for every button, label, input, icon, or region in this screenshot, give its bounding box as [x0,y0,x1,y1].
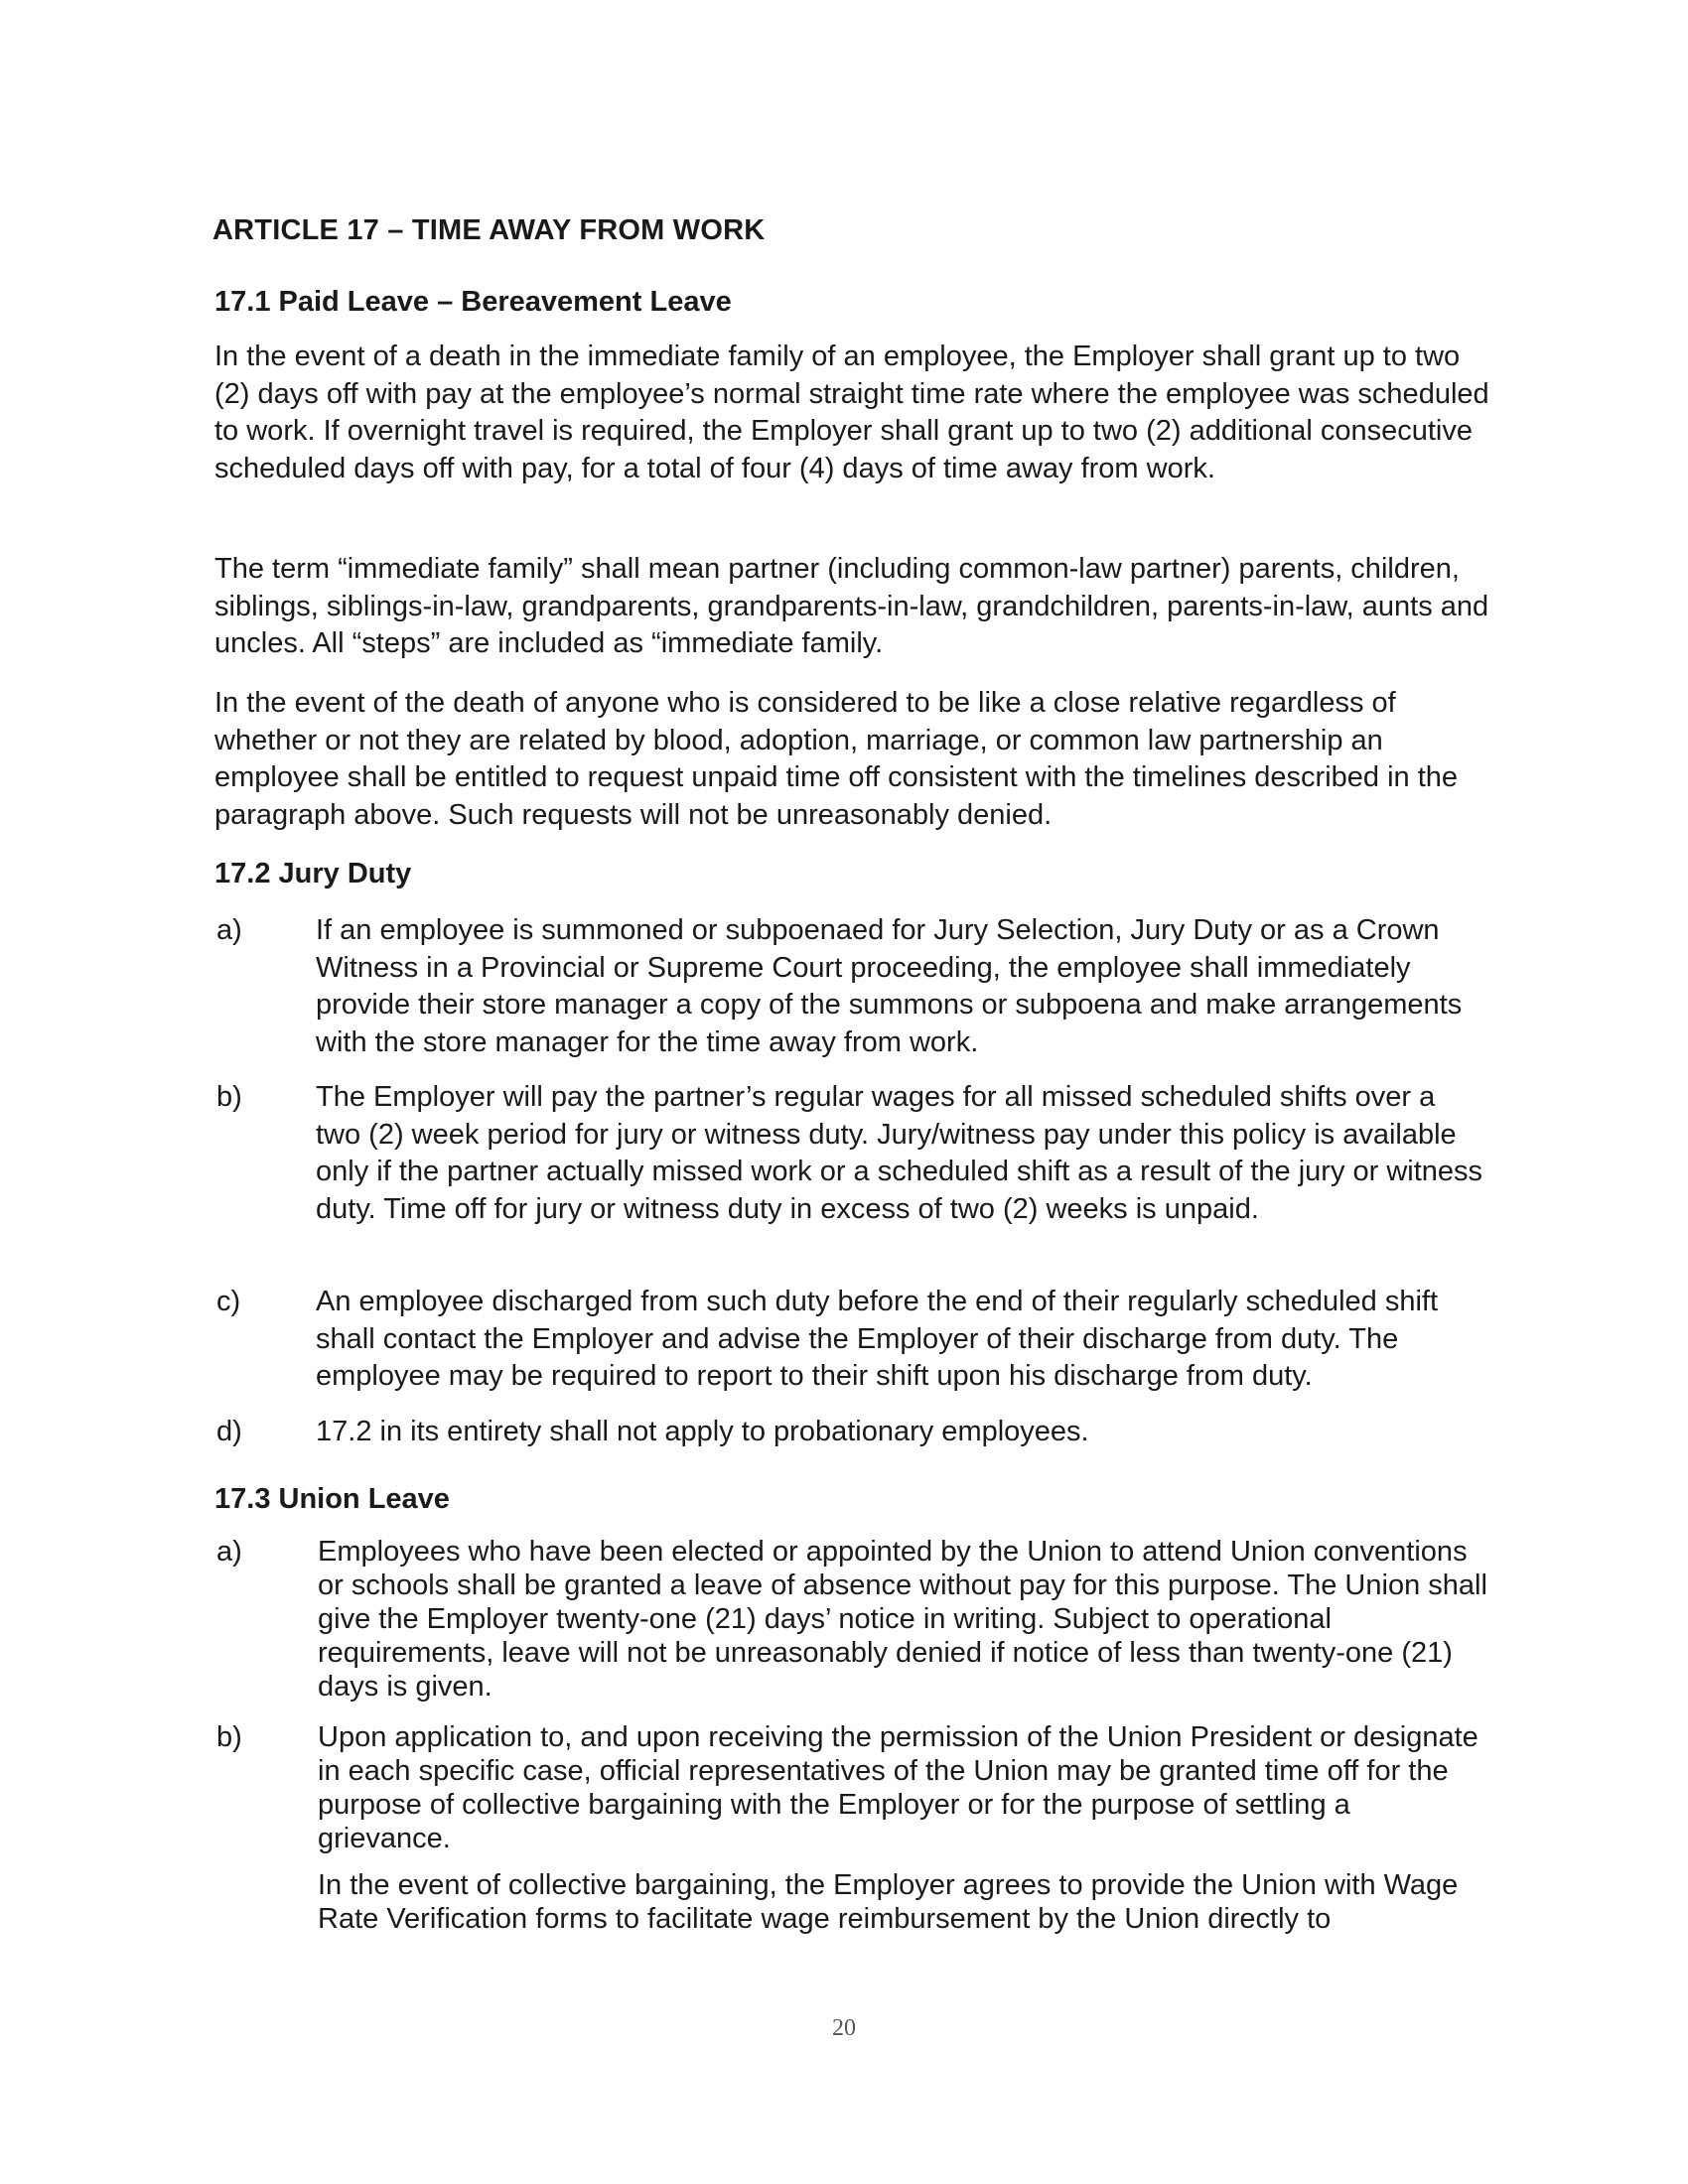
item-text: An employee discharged from such duty before the end of their regularly scheduled shift shall contact the Employer and advise the Employer of their discharge from duty. The employee may be required to report to their shift upon his discharge from duty. [316,1286,1439,1392]
bereavement-paragraph-3: In the event of the death of anyone who is considered to be like a close relative regardless of whether or not they are related by blood, adoption, marriage, or common law partnership an employee shall be entitled to request unpaid time off consistent with the timelines described in the paragraph above. Such requests will not be unreasonably denied. [214,687,1459,831]
item-text: If an employee is summoned or subpoenaed for Jury Selection, Jury Duty or as a Crown Witness in a Provincial or Supreme Court proceeding, the employee shall immediately provide their store manager a copy of the summons or subpoena and make arrangements with the store manager for the time away from work. [316,914,1463,1058]
bereavement-paragraph-1: In the event of a death in the immediate family of an employee, the Employer shall grant up to two (2) days off with pay at the employee’s normal straight time rate where the employee was scheduled to work. If overnight travel is required, the Employer shall grant up to two (2) additional consecutive scheduled days off with pay, for a total of four (4) days of time away from work. [214,341,1489,484]
item-text: Upon application to, and upon receiving the permission of the Union President or designate in each specific case, official representatives of the Union may be granted time off for the purpose of collective bargaining with the Employer or for the purpose of settling a grievance. [318,1721,1478,1854]
section-title-17-3: 17.3 Union Leave [214,1483,450,1515]
page-number: 20 [832,2015,856,2041]
item-text: The Employer will pay the partner’s regular wages for all missed scheduled shifts over a two (2) week period for jury or witness duty. Jury/witness pay under this policy is available only if the partner actually missed work or a scheduled shift as a result of the jury or witness duty. Time off for jury or witness duty in excess of two (2) weeks is unpaid. [316,1081,1483,1225]
paragraph-text: In the event of collective bargaining, the Employer agrees to provide the Union with Wage Rate Verification forms to facilitate wage reimbursement by the Union directly to [318,1869,1459,1935]
section-title-17-2: 17.2 Jury Duty [214,858,412,889]
item-label: c) [216,1286,241,1317]
article-title: ARTICLE 17 – TIME AWAY FROM WORK [212,214,766,246]
item-label: d) [216,1416,242,1447]
section-title-17-1: 17.1 Paid Leave – Bereavement Leave [214,286,732,318]
bereavement-paragraph-2: The term “immediate family” shall mean partner (including common-law partner) parents, children, siblings, siblings-in-law, grandparents, grandparents-in-law, grandchildren, parents-in-law, aunts and uncles. All “steps” are included as “immediate family. [214,553,1489,659]
item-label: b) [216,1721,242,1753]
item-label: a) [216,1536,242,1568]
item-label: b) [216,1081,242,1113]
item-text: 17.2 in its entirety shall not apply to probationary employees. [316,1416,1089,1447]
item-label: a) [216,914,242,946]
item-text: Employees who have been elected or appointed by the Union to attend Union conventions or schools shall be granted a leave of absence without pay for this purpose. The Union shall give the Employer twenty-one (21) days’ notice in writing. Subject to operational requirements, leave will not be unreasonably denied if notice of less than twenty-one (21) days is given. [318,1536,1487,1703]
